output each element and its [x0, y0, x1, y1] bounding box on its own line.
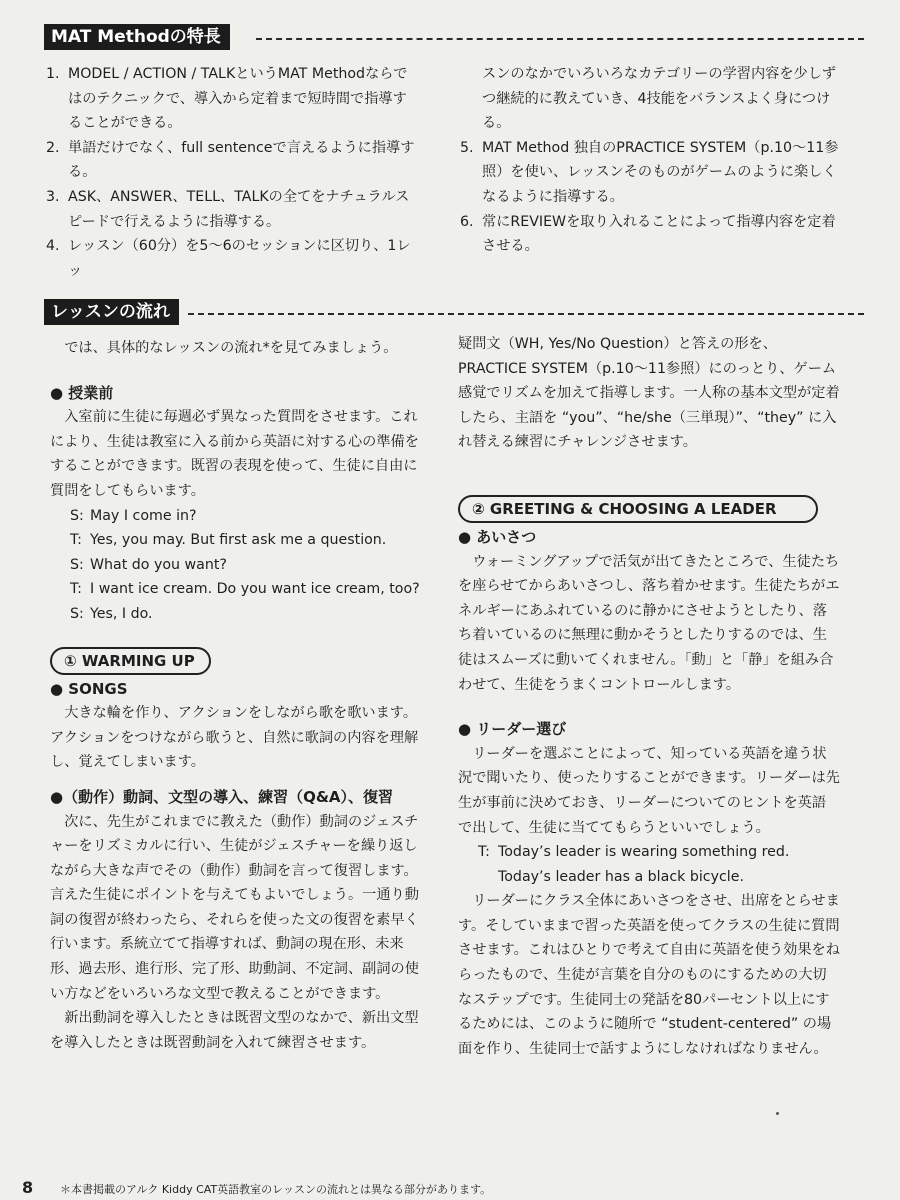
- section-title-features: MAT Methodの特長: [44, 24, 230, 50]
- dialog-speaker: S:: [70, 507, 84, 524]
- features-right-column: [460, 62, 842, 259]
- page-number: 8: [22, 1178, 34, 1197]
- heading-songs: ● SONGS: [50, 679, 128, 698]
- feature-item: [460, 136, 842, 210]
- dialog-text: Yes, you may. But first ask me a question.: [90, 532, 387, 549]
- feature-item: [460, 210, 842, 259]
- heading-leader: ● リーダー選び: [458, 720, 567, 739]
- dialog-line: [70, 602, 422, 627]
- dialog-text: Today’s leader has a black bicycle.: [498, 868, 744, 885]
- dialog-text: May I come in?: [90, 507, 197, 524]
- verbs-body-2: 新出動詞を導入したときは既習文型のなかで、新出文型を導入したときは既習動詞を入れて練習させます。: [50, 1010, 419, 1051]
- leader-dialog: [458, 840, 840, 889]
- feature-number: 4.: [46, 238, 60, 255]
- leader-body: リーダーを選ぶことによって、知っている英語を違う状況で聞いたり、使ったりすることができます。リーダーは先生が事前に決めておき、リーダーについてのヒントを英語で出して、生徒に当ててもらうといいでしょう。: [458, 745, 840, 836]
- features-left-column: [46, 62, 418, 283]
- dialog-text: What do you want?: [90, 556, 227, 573]
- greeting-leader-label: ② GREETING & CHOOSING A LEADER: [458, 495, 818, 523]
- feature-item: [46, 136, 418, 185]
- dialog-line: [70, 577, 422, 602]
- heading-greeting: ● あいさつ: [458, 527, 537, 546]
- heading-before-class: ● 授業前: [50, 383, 114, 402]
- feature-text: ASK、ANSWER、TELL、TALKの全てをナチュラルスピードで行えるように指導する。: [68, 188, 410, 230]
- dialog-line: [70, 528, 422, 553]
- feature-number: 6.: [460, 213, 474, 230]
- dialog-example: [50, 504, 422, 627]
- intro-text: では、具体的なレッスンの流れ*を見てみましょう。: [64, 340, 398, 356]
- dialog-text: I want ice cream. Do you want ice cream, too?: [90, 581, 420, 598]
- footnote: ＊本書掲載のアルク Kiddy CAT英語教室のレッスンの流れとは異なる部分があります。: [60, 1183, 492, 1196]
- before-class-body: 入室前に生徒に毎週必ず異なった質問をさせます。これにより、生徒は教室に入る前から英語に対する心の準備をすることができます。既習の表現を使って、生徒に自由に質問をしてもらいます。: [50, 409, 419, 499]
- verbs-continuation: 疑問文（WH, Yes/No Question）と答えの形を、PRACTICE SYSTEM（p.10〜11参照）にのっとり、ゲーム感覚でリズムを加えて指導します。一人称の基本文型が定着したら、主語を “you”、“he/she（三単現）”、“they” に入れ替える練習にチャレンジさせます。: [458, 336, 840, 451]
- dialog-line: [70, 504, 422, 529]
- feature-number: 3.: [46, 188, 60, 205]
- lesson-flow-right-column: [458, 332, 840, 1061]
- feature-number: 2.: [46, 139, 60, 156]
- verbs-body-1: 次に、先生がこれまでに教えた（動作）動詞のジェスチャーをリズミカルに行い、生徒がジェスチャーを繰り返しながら大きな声でその（動作）動詞を言って復習します。言えた生徒にポイントを与えてもよいでしょう。一通り動詞の復習が終わったら、それらを使った文の復習を素早く行います。系統立てて指導すれば、動詞の現在形、未来形、過去形、進行形、完了形、助動詞、不定詞、副詞の使い方などをいろいろな文型で教えることができます。: [50, 813, 419, 1002]
- feature-text: MODEL / ACTION / TALKというMAT Methodならではのテクニックで、導入から定着まで短時間で指導することができる。: [68, 66, 408, 132]
- dialog-text: Yes, I do.: [90, 605, 153, 622]
- greeting-body: ウォーミングアップで活気が出てきたところで、生徒たちを座らせてからあいさつし、落ち着かせます。生徒たちがエネルギーにあふれているのに静かにさせようとしたり、落ち着いているのに無理に動かそうとしたりするのでは、生徒はスムーズに動いてくれません。「動」と「静」を組み合わせて、生徒をうまくコントロールします。: [458, 553, 840, 693]
- dialog-line: [478, 840, 840, 865]
- songs-body: 大きな輪を作り、アクションをしながら歌を歌います。アクションをつけながら歌うと、自然に歌詞の内容を理解し、覚えてしまいます。: [50, 705, 419, 771]
- dialog-speaker: T:: [478, 844, 490, 861]
- dialog-speaker: T:: [70, 532, 82, 549]
- dashed-rule: [188, 313, 864, 315]
- dashed-rule: [256, 38, 864, 40]
- feature-item: [46, 185, 418, 234]
- dialog-speaker: S:: [70, 605, 84, 622]
- dialog-speaker: T:: [70, 581, 82, 598]
- lesson-flow-left-column: [50, 336, 422, 1055]
- dialog-line: [478, 865, 840, 890]
- section-title-lesson-flow: レッスンの流れ: [44, 299, 179, 325]
- feature-text: 常にREVIEWを取り入れることによって指導内容を定着させる。: [482, 213, 836, 255]
- feature-number: 5.: [460, 139, 474, 156]
- leader-body-2: リーダーにクラス全体にあいさつをさせ、出席をとらせます。そしていままで習った英語を使ってクラスの生徒に質問させます。これはひとりで考えて自由に英語を使う効果をねらったもので、生徒が言葉を自分のものにするための大切なステップです。生徒同士の発話を80パーセント以上にするためには、このように随所で “student-centered” の場面を作り、生徒同士で話すようにしなければなりません。: [458, 893, 840, 1057]
- feature-text: MAT Method 独自のPRACTICE SYSTEM（p.10〜11参照）を使い、レッスンそのものがゲームのように楽しくなるように指導する。: [482, 139, 839, 205]
- warming-up-label: ① WARMING UP: [50, 647, 211, 675]
- feature-text: 単語だけでなく、full sentenceで言えるように指導する。: [68, 139, 415, 181]
- feature-4-continuation: スンのなかでいろいろなカテゴリーの学習内容を少しずつ継続的に教えていき、4技能をバランスよく身につける。: [482, 66, 837, 132]
- dialog-speaker: S:: [70, 556, 84, 573]
- feature-item: [46, 62, 418, 136]
- heading-verbs: ●（動作）動詞、文型の導入、練習（Q&A）、復習: [50, 787, 394, 806]
- paper-speck: [776, 1112, 779, 1115]
- dialog-text: Today’s leader is wearing something red.: [498, 844, 790, 861]
- feature-text: レッスン（60分）を5〜6のセッションに区切り、1レッ: [68, 238, 411, 279]
- dialog-line: [70, 553, 422, 578]
- feature-item: [46, 234, 418, 283]
- feature-number: 1.: [46, 66, 60, 82]
